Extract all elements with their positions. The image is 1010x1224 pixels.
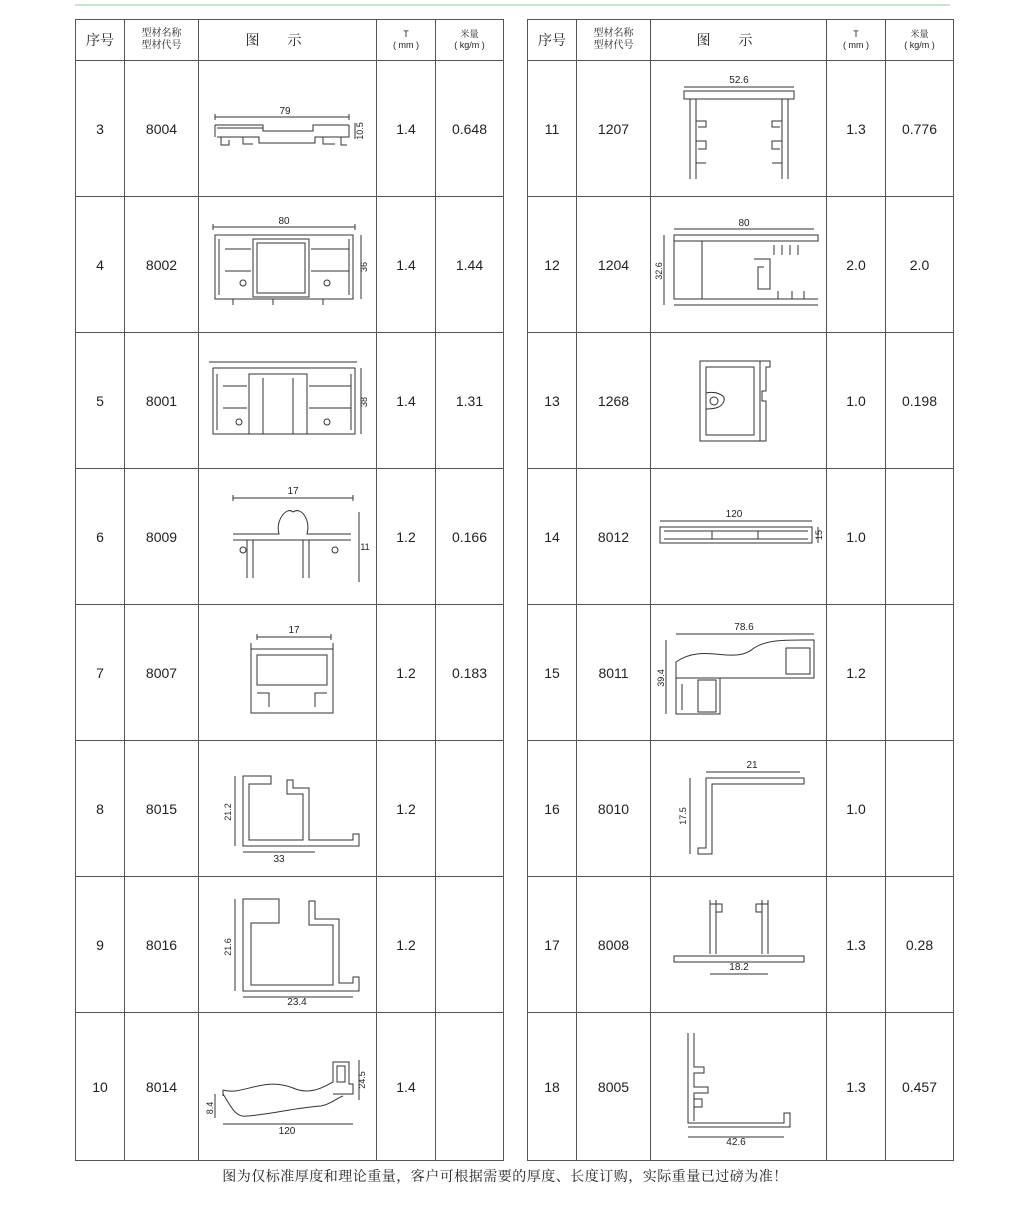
col-header-weight-line1: 米量 bbox=[460, 29, 479, 39]
cell-seq: 13 bbox=[528, 333, 577, 469]
dim-label: 18.2 bbox=[728, 961, 749, 973]
table-header-row bbox=[76, 20, 504, 61]
profile-drawing-8016 bbox=[203, 885, 373, 1005]
cell-code: 8011 bbox=[577, 605, 651, 741]
cell-thickness: 1.3 bbox=[827, 1013, 886, 1161]
cell-thickness: 1.2 bbox=[827, 605, 886, 741]
cell-weight bbox=[886, 469, 954, 605]
cell-weight: 0.457 bbox=[886, 1013, 954, 1161]
table-row bbox=[528, 1013, 954, 1161]
cell-thickness: 1.0 bbox=[827, 333, 886, 469]
cell-figure bbox=[651, 741, 827, 877]
dim-label: 10.5 bbox=[354, 121, 365, 140]
cell-seq: 9 bbox=[76, 877, 125, 1013]
dim-label: 80 bbox=[277, 215, 290, 227]
cell-code: 8016 bbox=[125, 877, 199, 1013]
cell-figure bbox=[651, 605, 827, 741]
cell-code: 8004 bbox=[125, 61, 199, 197]
table-row bbox=[76, 877, 504, 1013]
cell-figure bbox=[199, 197, 377, 333]
table-row bbox=[76, 61, 504, 197]
cell-code: 8008 bbox=[577, 877, 651, 1013]
col-header-thickness-line2: ( mm ) bbox=[393, 40, 419, 50]
dim-label: 21.2 bbox=[222, 802, 233, 821]
table-row bbox=[76, 333, 504, 469]
cell-figure bbox=[651, 877, 827, 1013]
cell-code: 8009 bbox=[125, 469, 199, 605]
profile-drawing-8001 bbox=[203, 356, 373, 446]
dim-label: 80 bbox=[737, 217, 750, 229]
table-row bbox=[528, 469, 954, 605]
cell-seq: 6 bbox=[76, 469, 125, 605]
dim-label: 78.6 bbox=[733, 621, 754, 633]
cell-weight: 1.31 bbox=[436, 333, 504, 469]
cell-seq: 15 bbox=[528, 605, 577, 741]
profile-drawing-1207 bbox=[654, 69, 824, 189]
cell-weight bbox=[886, 741, 954, 877]
cell-weight bbox=[436, 877, 504, 1013]
dim-label: 17.5 bbox=[677, 806, 688, 825]
cell-figure bbox=[199, 877, 377, 1013]
profile-drawing-8002 bbox=[203, 215, 373, 315]
col-header-name-line1: 型材名称 bbox=[593, 28, 634, 39]
cell-figure bbox=[199, 61, 377, 197]
cell-weight bbox=[436, 741, 504, 877]
dim-label: 17 bbox=[286, 485, 299, 497]
dim-label: 23.4 bbox=[286, 996, 307, 1005]
dim-label: 21 bbox=[745, 759, 758, 771]
cell-thickness: 1.3 bbox=[827, 877, 886, 1013]
col-header-name-line1: 型材名称 bbox=[141, 28, 182, 39]
col-header-name-line2: 型材代号 bbox=[593, 40, 634, 51]
table-row bbox=[76, 605, 504, 741]
cell-thickness: 1.4 bbox=[377, 197, 436, 333]
col-header-figure: 图示 bbox=[651, 20, 827, 61]
cell-seq: 18 bbox=[528, 1013, 577, 1161]
cell-figure bbox=[199, 605, 377, 741]
cell-code: 8007 bbox=[125, 605, 199, 741]
profile-drawing-1204 bbox=[654, 215, 824, 315]
cell-weight: 0.28 bbox=[886, 877, 954, 1013]
profile-drawing-8007 bbox=[203, 623, 373, 723]
table-row bbox=[76, 741, 504, 877]
dim-label: 42.6 bbox=[725, 1136, 746, 1147]
cell-seq: 14 bbox=[528, 469, 577, 605]
dim-label: 38 bbox=[358, 396, 369, 407]
cell-seq: 17 bbox=[528, 877, 577, 1013]
cell-code: 8015 bbox=[125, 741, 199, 877]
profile-table-right bbox=[527, 19, 954, 1161]
dim-label: 17 bbox=[287, 624, 300, 636]
cell-figure bbox=[651, 469, 827, 605]
cell-weight bbox=[436, 1013, 504, 1161]
dim-label: 21.6 bbox=[222, 937, 233, 956]
cell-weight: 0.648 bbox=[436, 61, 504, 197]
cell-seq: 12 bbox=[528, 197, 577, 333]
table-row bbox=[528, 61, 954, 197]
cell-thickness: 1.2 bbox=[377, 469, 436, 605]
col-header-thickness bbox=[377, 20, 436, 61]
cell-seq: 11 bbox=[528, 61, 577, 197]
profile-table-left bbox=[75, 19, 504, 1161]
cell-figure bbox=[199, 1013, 377, 1161]
cell-weight: 2.0 bbox=[886, 197, 954, 333]
dim-label: 120 bbox=[278, 1125, 295, 1137]
dim-label: 120 bbox=[725, 508, 742, 520]
table-row bbox=[528, 605, 954, 741]
table-row bbox=[528, 197, 954, 333]
cell-code: 8012 bbox=[577, 469, 651, 605]
profile-drawing-8004 bbox=[203, 99, 373, 159]
cell-thickness: 1.2 bbox=[377, 741, 436, 877]
cell-code: 8002 bbox=[125, 197, 199, 333]
col-header-seq: 序号 bbox=[528, 20, 577, 61]
cell-weight: 1.44 bbox=[436, 197, 504, 333]
table-row bbox=[528, 741, 954, 877]
cell-weight bbox=[886, 605, 954, 741]
profile-drawing-8010 bbox=[654, 754, 824, 864]
cell-thickness: 1.3 bbox=[827, 61, 886, 197]
table-row bbox=[76, 469, 504, 605]
col-header-weight-line1: 米量 bbox=[910, 29, 929, 39]
cell-seq: 5 bbox=[76, 333, 125, 469]
table-row bbox=[528, 333, 954, 469]
cell-seq: 8 bbox=[76, 741, 125, 877]
dim-label: 11 bbox=[359, 541, 370, 552]
col-header-thickness-line1: T bbox=[853, 29, 859, 39]
cell-weight: 0.198 bbox=[886, 333, 954, 469]
dim-label: 24.5 bbox=[356, 1070, 367, 1089]
col-header-name-line2: 型材代号 bbox=[141, 40, 182, 51]
col-header-figure: 图示 bbox=[199, 20, 377, 61]
dim-label: 36 bbox=[358, 261, 369, 272]
col-header-weight-line2: ( kg/m ) bbox=[904, 40, 935, 50]
cell-weight: 0.776 bbox=[886, 61, 954, 197]
col-header-name bbox=[125, 20, 199, 61]
profile-drawing-8014 bbox=[203, 1032, 373, 1142]
profile-drawing-8008 bbox=[654, 890, 824, 1000]
profile-drawing-8015 bbox=[203, 754, 373, 864]
col-header-thickness-line1: T bbox=[403, 29, 409, 39]
table-row bbox=[76, 197, 504, 333]
cell-code: 1268 bbox=[577, 333, 651, 469]
dim-label: 32.6 bbox=[653, 261, 664, 280]
cell-code: 8010 bbox=[577, 741, 651, 877]
table-row bbox=[528, 877, 954, 1013]
profile-drawing-8011 bbox=[654, 618, 824, 728]
col-header-name bbox=[577, 20, 651, 61]
cell-weight: 0.166 bbox=[436, 469, 504, 605]
profile-drawing-8009 bbox=[203, 482, 373, 592]
cell-figure bbox=[651, 61, 827, 197]
cell-thickness: 2.0 bbox=[827, 197, 886, 333]
cell-thickness: 1.4 bbox=[377, 333, 436, 469]
cell-seq: 7 bbox=[76, 605, 125, 741]
cell-figure bbox=[651, 197, 827, 333]
cell-code: 8001 bbox=[125, 333, 199, 469]
cell-weight: 0.183 bbox=[436, 605, 504, 741]
cell-figure bbox=[651, 333, 827, 469]
cell-thickness: 1.0 bbox=[827, 741, 886, 877]
footer-note: 图为仅标准厚度和理论重量，客户可根据需要的厚度、长度订购，实际重量已过磅为准！ bbox=[222, 1168, 788, 1184]
cell-seq: 3 bbox=[76, 61, 125, 197]
cell-code: 1204 bbox=[577, 197, 651, 333]
cell-thickness: 1.2 bbox=[377, 605, 436, 741]
cell-seq: 16 bbox=[528, 741, 577, 877]
col-header-weight bbox=[886, 20, 954, 61]
dim-label: 33 bbox=[272, 853, 285, 864]
col-header-thickness bbox=[827, 20, 886, 61]
cell-figure bbox=[199, 741, 377, 877]
cell-thickness: 1.0 bbox=[827, 469, 886, 605]
col-header-thickness-line2: ( mm ) bbox=[843, 40, 869, 50]
cell-seq: 10 bbox=[76, 1013, 125, 1161]
cell-thickness: 1.2 bbox=[377, 877, 436, 1013]
top-divider bbox=[75, 4, 950, 6]
cell-seq: 4 bbox=[76, 197, 125, 333]
table-row bbox=[76, 1013, 504, 1161]
cell-figure bbox=[651, 1013, 827, 1161]
dim-label: 8.4 bbox=[204, 1101, 215, 1114]
cell-thickness: 1.4 bbox=[377, 61, 436, 197]
col-header-seq: 序号 bbox=[76, 20, 125, 61]
cell-figure bbox=[199, 469, 377, 605]
cell-code: 8014 bbox=[125, 1013, 199, 1161]
profile-drawing-1268 bbox=[654, 351, 824, 451]
dim-label: 39.4 bbox=[655, 668, 666, 687]
dim-label: 52.6 bbox=[728, 74, 749, 86]
cell-code: 8005 bbox=[577, 1013, 651, 1161]
dim-label: 15 bbox=[813, 529, 824, 540]
cell-figure bbox=[199, 333, 377, 469]
col-header-weight bbox=[436, 20, 504, 61]
table-header-row bbox=[528, 20, 954, 61]
profile-drawing-8012 bbox=[654, 507, 824, 567]
dim-label: 79 bbox=[278, 105, 291, 117]
col-header-weight-line2: ( kg/m ) bbox=[454, 40, 485, 50]
cell-code: 1207 bbox=[577, 61, 651, 197]
cell-thickness: 1.4 bbox=[377, 1013, 436, 1161]
profile-drawing-8005 bbox=[654, 1027, 824, 1147]
